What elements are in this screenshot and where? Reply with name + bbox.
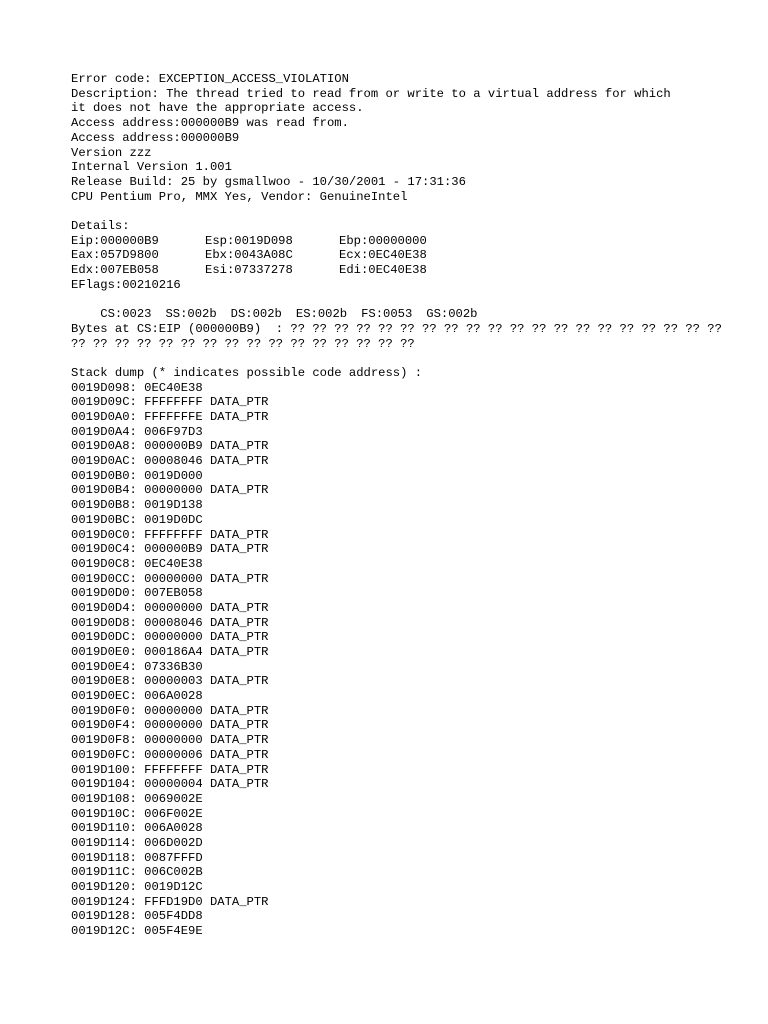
error-code-line: Error code: EXCEPTION_ACCESS_VIOLATION: [71, 72, 349, 86]
stack-entry: 0019D11C: 006C002B: [71, 865, 203, 880]
stack-entry: 0019D124: FFFD19D0 DATA_PTR: [71, 894, 269, 909]
description-line-2: it does not have the appropriate access.: [71, 101, 364, 116]
stack-entry: 0019D120: 0019D12C: [71, 880, 203, 895]
description-line-1: Description: The thread tried to read from or write to a virtual address for which: [71, 86, 671, 101]
segment-value: DS:002b: [230, 307, 282, 322]
segment-value: ES:002b: [295, 307, 348, 322]
stack-entry: 0019D108: 0069002E: [71, 791, 203, 806]
stack-entry: 0019D0F8: 00000000 DATA_PTR: [71, 733, 269, 748]
bytes-line-1: Bytes at CS:EIP (000000B9) : ?? ?? ?? ?? ?? ?? ?? ?? ?? ?? ?? ?? ?? ?? ?? ?? ?? ?? ?? ??: [71, 321, 722, 336]
version-line: Version zzz: [71, 145, 152, 160]
stack-entry: 0019D114: 006D002D: [71, 835, 203, 850]
release-build-line: Release Build: 25 by gsmallwoo - 10/30/2001 - 17:31:36: [71, 174, 466, 189]
segment-value: GS:002b: [426, 307, 478, 322]
stack-entry: 0019D0B4: 00000000 DATA_PTR: [71, 483, 269, 498]
eflags-line: EFlags:00210216: [71, 277, 181, 292]
cpu-line: CPU Pentium Pro, MMX Yes, Vendor: GenuineIntel: [71, 189, 408, 204]
register-value: Ebx:0043A08C: [205, 248, 293, 263]
stack-entry: 0019D0A0: FFFFFFFE DATA_PTR: [71, 410, 269, 425]
register-value: Esp:0019D098: [205, 233, 293, 248]
register-value: Ecx:0EC40E38: [339, 248, 427, 263]
segment-value: FS:0053: [361, 307, 413, 322]
stack-entry: 0019D104: 00000004 DATA_PTR: [71, 777, 269, 792]
stack-entry: 0019D118: 0087FFFD: [71, 850, 203, 865]
stack-entry: 0019D0B8: 0019D138: [71, 498, 203, 513]
stack-dump-list: [71, 381, 748, 939]
details-title: Details:: [71, 219, 130, 234]
register-value: Eax:057D9800: [71, 248, 159, 263]
register-value: Ebp:00000000: [339, 233, 427, 248]
stack-entry: 0019D0A8: 000000B9 DATA_PTR: [71, 439, 269, 454]
stack-entry: 0019D0D4: 00000000 DATA_PTR: [71, 600, 269, 615]
stack-entry: 0019D0FC: 00000006 DATA_PTR: [71, 747, 269, 762]
bytes-line-2: ?? ?? ?? ?? ?? ?? ?? ?? ?? ?? ?? ?? ?? ?? ?? ??: [71, 336, 415, 351]
stack-entry: 0019D0D0: 007EB058: [71, 586, 203, 601]
stack-entry: 0019D10C: 006F002E: [71, 806, 203, 821]
stack-entry: 0019D0DC: 00000000 DATA_PTR: [71, 630, 269, 645]
stack-entry: 0019D110: 006A0028: [71, 821, 203, 836]
register-row: [71, 263, 748, 278]
stack-entry: 0019D0F0: 00000000 DATA_PTR: [71, 703, 269, 718]
stack-entry: 0019D12C: 005F4E9E: [71, 924, 203, 939]
stack-entry: 0019D128: 005F4DD8: [71, 909, 203, 924]
stack-entry: 0019D0C8: 0EC40E38: [71, 556, 203, 571]
stack-entry: 0019D100: FFFFFFFF DATA_PTR: [71, 762, 269, 777]
stack-entry: 0019D0B0: 0019D000: [71, 468, 203, 483]
access-address-line: Access address:000000B9: [71, 130, 240, 145]
register-value: Eip:000000B9: [71, 233, 159, 248]
register-value: Edi:0EC40E38: [339, 263, 427, 278]
stack-entry: 0019D09C: FFFFFFFF DATA_PTR: [71, 395, 269, 410]
access-read-line: Access address:000000B9 was read from.: [71, 116, 349, 131]
register-row: [71, 248, 748, 263]
segment-value: SS:002b: [165, 307, 217, 322]
stack-entry: 0019D0D8: 00008046 DATA_PTR: [71, 615, 269, 630]
internal-version-line: Internal Version 1.001: [71, 160, 232, 175]
register-value: Esi:07337278: [205, 263, 293, 278]
stack-entry: 0019D0C4: 000000B9 DATA_PTR: [71, 542, 269, 557]
segment-registers: [71, 292, 748, 322]
stack-entry: 0019D098: 0EC40E38: [71, 380, 203, 395]
stack-entry: 0019D0AC: 00008046 DATA_PTR: [71, 454, 269, 469]
stack-dump-title: Stack dump (* indicates possible code address) :: [71, 365, 423, 380]
stack-entry: 0019D0E8: 00000003 DATA_PTR: [71, 674, 269, 689]
spacer: [71, 351, 748, 366]
segment-value: CS:0023: [100, 307, 152, 322]
stack-entry: 0019D0BC: 0019D0DC: [71, 512, 203, 527]
stack-entry: 0019D0CC: 00000000 DATA_PTR: [71, 571, 269, 586]
stack-entry: 0019D0F4: 00000000 DATA_PTR: [71, 718, 269, 733]
stack-entry: 0019D0A4: 006F97D3: [71, 424, 203, 439]
stack-entry: 0019D0E4: 07336B30: [71, 659, 203, 674]
register-row: [71, 234, 748, 249]
stack-entry: 0019D0C0: FFFFFFFF DATA_PTR: [71, 527, 269, 542]
register-value: Edx:007EB058: [71, 263, 159, 278]
stack-entry: 0019D0E0: 000186A4 DATA_PTR: [71, 645, 269, 660]
spacer: [71, 204, 748, 219]
crash-report: [71, 72, 748, 939]
stack-entry: 0019D0EC: 006A0028: [71, 689, 203, 704]
